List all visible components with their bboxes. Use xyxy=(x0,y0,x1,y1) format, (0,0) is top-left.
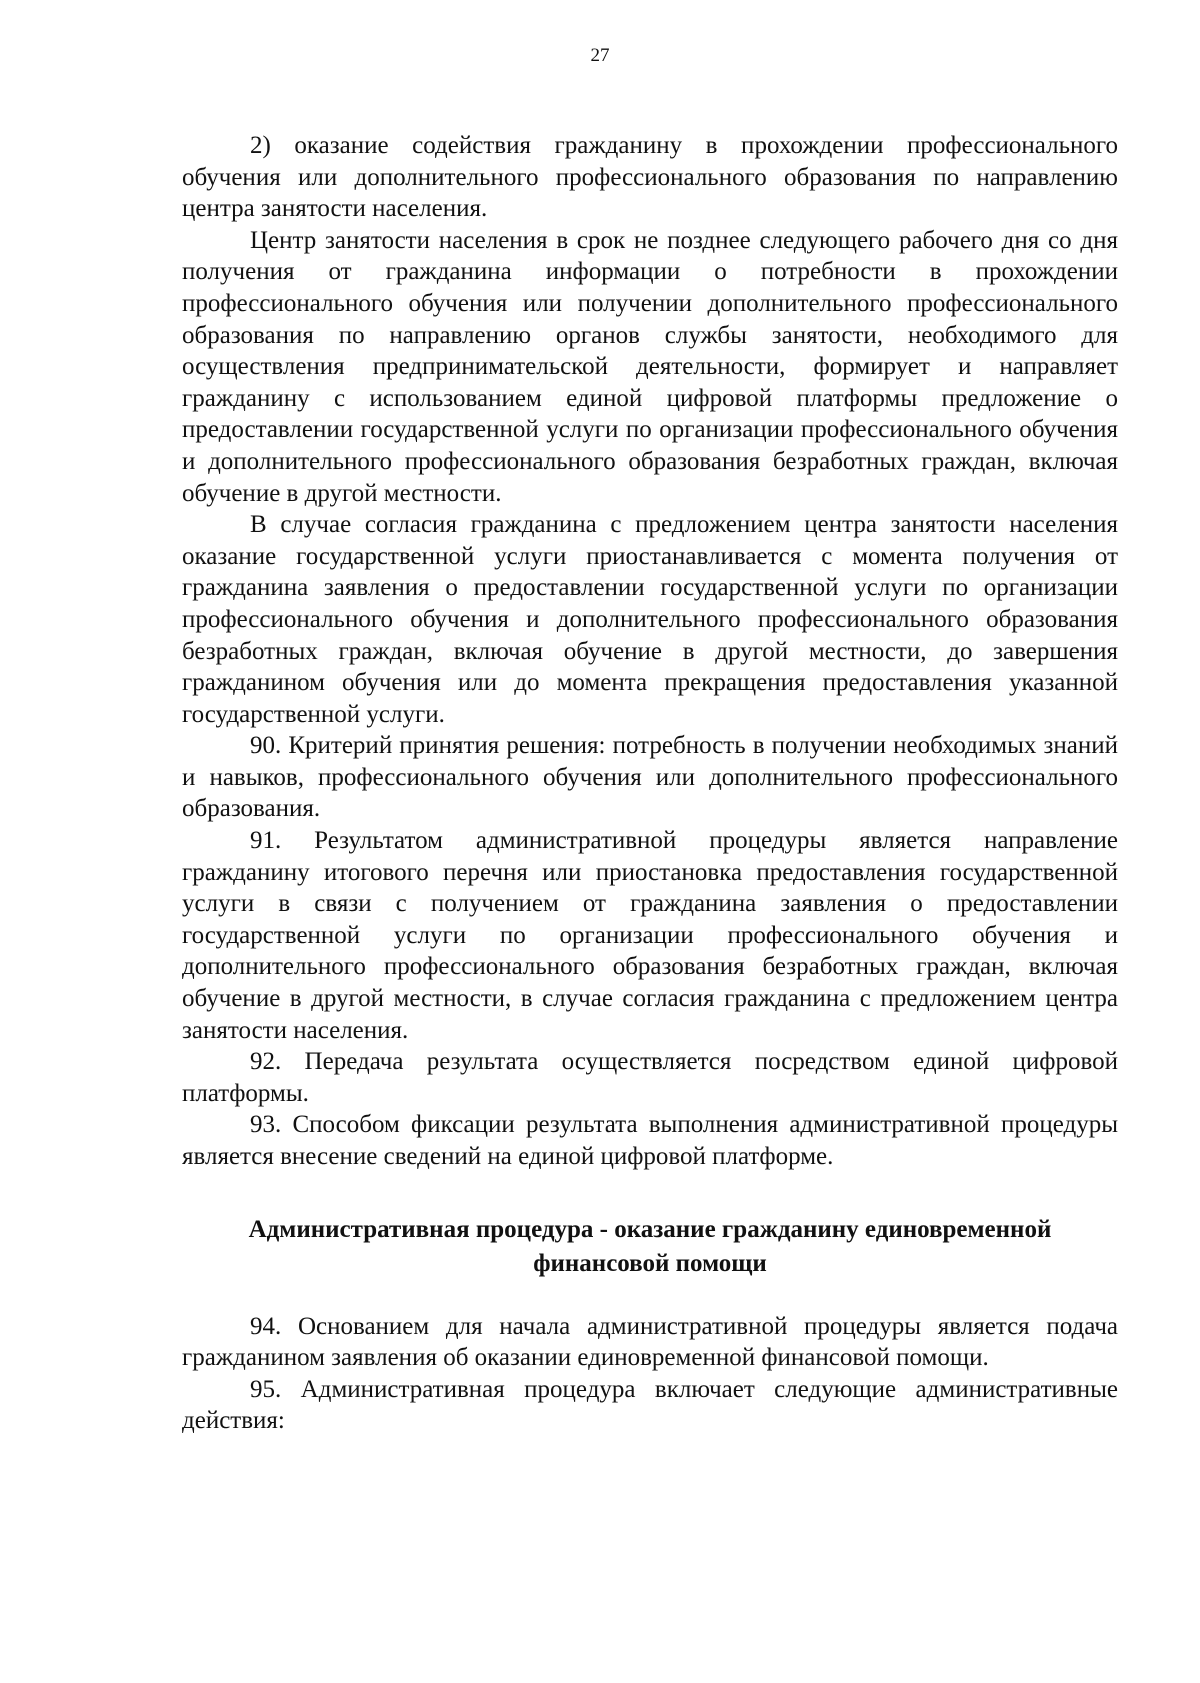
document-body xyxy=(182,130,1118,1437)
paragraph-90: 90. Критерий принятия решения: потребность в получении необходимых знаний и навыков, профессионального обучения или дополнительного профессионального образования. xyxy=(182,732,1118,823)
paragraph-citizen-consent: В случае согласия гражданина с предложением центра занятости населения оказание государственной услуги приостанавливается с момента получения от гражданина заявления о предоставлении государственной услуги по организации профессионального обучения и дополнительного профессионального образования безработных граждан, включая обучение в другой местности, до завершения гражданином обучения или до момента прекращения предоставления указанной государственной услуги. xyxy=(182,511,1118,728)
section-heading-line-2: финансовой помощи xyxy=(533,1249,767,1277)
page-number: 27 xyxy=(590,45,610,66)
paragraph-employment-center: Центр занятости населения в срок не позднее следующего рабочего дня со дня получения от гражданина информации о потребности в прохождении профессионального обучения или получении дополнительного профессионального образования по направлению органов службы занятости, необходимого для осуществления предпринимательской деятельности, формирует и направляет гражданину с использованием единой цифровой платформы предложение о предоставлении государственной услуги по организации профессионального обучения и дополнительного профессионального образования безработных граждан, включая обучение в другой местности. xyxy=(182,226,1118,507)
section-heading-line-1: Административная процедура - оказание гражданину единовременной xyxy=(248,1215,1052,1243)
section-heading xyxy=(182,1213,1118,1281)
paragraph-91: 91. Результатом административной процедуры является направление гражданину итогового перечня или приостановка предоставления государственной услуги в связи с получением от гражданина заявления о предоставлении государственной услуги по организации профессионального обучения и дополнительного профессионального образования безработных граждан, включая обучение в другой местности, в случае согласия гражданина с предложением центра занятости населения. xyxy=(182,827,1118,1044)
paragraph-95: 95. Административная процедура включает следующие административные действия: xyxy=(182,1375,1118,1435)
paragraph-92: 92. Передача результата осуществляется посредством единой цифровой платформы. xyxy=(182,1048,1118,1107)
paragraph-item-2: 2) оказание содействия гражданину в прохождении профессионального обучения или дополнительного профессионального образования по направлению центра занятости населения. xyxy=(182,132,1118,223)
paragraph-94: 94. Основанием для начала административной процедуры является подача гражданином заявления об оказании единовременной финансовой помощи. xyxy=(182,1312,1118,1372)
paragraph-93: 93. Способом фиксации результата выполнения административной процедуры является внесение сведений на единой цифровой платформе. xyxy=(182,1111,1118,1170)
